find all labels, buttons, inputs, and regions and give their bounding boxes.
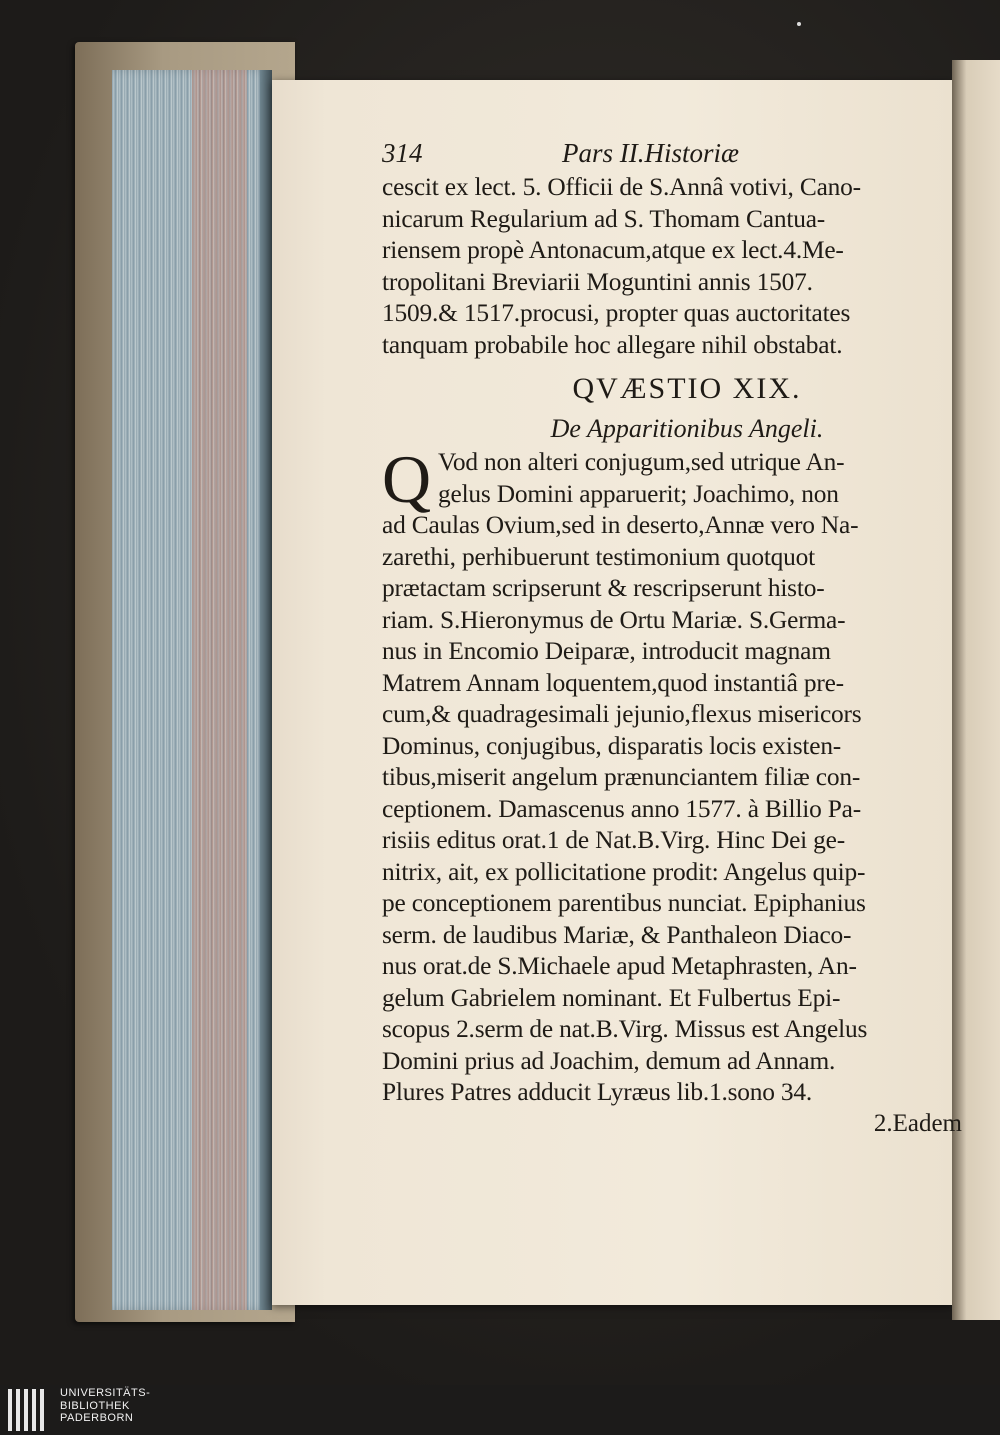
page-edge-tint xyxy=(192,70,247,1310)
library-logo-text xyxy=(60,1387,150,1425)
text-line: Matrem Annam loquentem,quod instantiâ pre- xyxy=(382,668,844,697)
drop-cap-paragraph xyxy=(382,441,962,517)
text-line: cum,& quadragesimali jejunio,flexus misericors xyxy=(382,700,862,728)
text-line: pe conceptionem parentibus nunciat. Epiphanius xyxy=(382,889,866,917)
page-text-block xyxy=(382,138,962,1139)
footer-bar xyxy=(0,1385,1000,1435)
paragraph-body xyxy=(382,510,962,1109)
logo-line: UNIVERSITÄTS- xyxy=(60,1387,151,1399)
text-line: risiis editus orat.1 de Nat.B.Virg. Hinc Dei ge- xyxy=(382,826,845,854)
running-title: Pars II.Historiæ xyxy=(562,138,740,168)
text-line: Plures Patres adducit Lyræus lib.1.sono 34. xyxy=(382,1078,813,1106)
page-number: 314 xyxy=(382,138,423,168)
quaestio-heading: QVÆSTIO XIX. xyxy=(572,372,802,405)
text-line: ad Caulas Ovium,sed in deserto,Annæ vero Na- xyxy=(382,511,859,539)
logo-line: BIBLIOTHEK xyxy=(60,1399,130,1412)
text-line: 1509.& 1517.procusi, propter quas auctoritates xyxy=(382,299,851,327)
text-line: riam. S.Hieronymus de Ortu Mariæ. S.Germa- xyxy=(382,605,846,634)
paragraph-top xyxy=(382,172,962,361)
text-line: prætactam scripserunt & rescripserunt histo- xyxy=(382,574,825,602)
text-line: gelus Domini apparuerit; Joachimo, non xyxy=(438,479,839,508)
text-line: nus orat.de S.Michaele apud Metaphrasten, An- xyxy=(382,952,857,980)
text-line: gelum Gabrielem nominant. Et Fulbertus Epi- xyxy=(382,983,841,1012)
text-line: zarethi, perhibuerunt testimonium quotquot xyxy=(382,542,816,571)
text-line: cescit ex lect. 5. Officii de S.Annâ votivi, Cano- xyxy=(382,173,861,201)
text-line: nitrix, ait, ex pollicitatione prodit: Angelus quip- xyxy=(382,857,866,886)
text-line: nus in Encomio Deiparæ, introducit magnam xyxy=(382,637,831,665)
text-line: riensem propè Antonacum,atque ex lect.4.Me- xyxy=(382,236,844,264)
text-line: Vod non alteri conjugum,sed utrique An- xyxy=(438,448,845,476)
text-line: tibus,miserit angelum prænunciantem filiæ con- xyxy=(382,763,861,791)
running-head xyxy=(382,138,962,172)
text-line: nicarum Regularium ad S. Thomam Cantua- xyxy=(382,204,826,233)
text-line: tanquam probabile hoc allegare nihil obstabat. xyxy=(382,330,843,359)
text-line: Domini prius ad Joachim, demum ad Annam. xyxy=(382,1046,836,1075)
page-edge-shadow xyxy=(260,70,272,1310)
page-edges xyxy=(112,70,272,1310)
text-line: scopus 2.serm de nat.B.Virg. Missus est Angelus xyxy=(382,1015,868,1043)
dust-speck xyxy=(797,22,801,26)
university-library-barcode-icon xyxy=(8,1389,50,1431)
indented-lines xyxy=(382,441,962,517)
quaestio-subheading: De Apparitionibus Angeli. xyxy=(550,414,824,443)
text-line: serm. de laudibus Mariæ, & Panthaleon Diaco- xyxy=(382,920,852,949)
text-line: Dominus, conjugibus, disparatis locis existen- xyxy=(382,731,842,760)
catchword: 2.Eadem xyxy=(873,1109,962,1137)
drop-cap: Q xyxy=(382,441,432,517)
logo-line: PADERBORN xyxy=(60,1412,134,1424)
text-line: tropolitani Breviarii Moguntini annis 1507. xyxy=(382,267,813,296)
text-line: ceptionem. Damascenus anno 1577. à Billio Pa- xyxy=(382,794,861,823)
